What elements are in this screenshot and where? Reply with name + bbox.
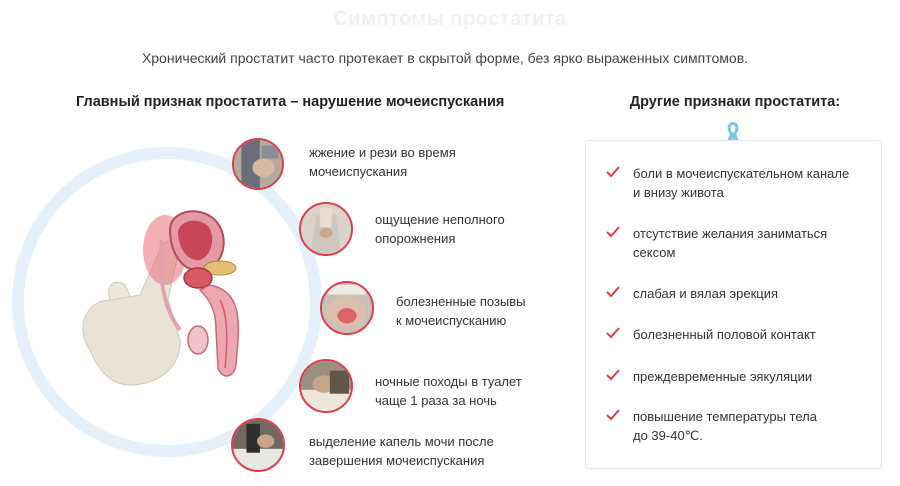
checkmark-icon xyxy=(606,286,620,298)
sign-item: преждевременные эякуляции xyxy=(606,367,866,386)
checkmark-icon xyxy=(606,327,620,339)
other-signs-heading: Другие признаки простатита: xyxy=(629,94,841,110)
checkmark-icon xyxy=(606,409,620,421)
symptom-photo-4 xyxy=(299,359,353,413)
symptom-text-1: жжение и рези во время мочеиспускания xyxy=(309,145,456,179)
main-sign-heading: Главный признак простатита – нарушение мочеиспускания xyxy=(76,94,505,110)
symptom-photo-2 xyxy=(299,202,353,256)
sign-item: отсутствие желания заниматься сексом xyxy=(606,224,866,262)
checkmark-icon xyxy=(606,166,620,178)
symptom-photo-1 xyxy=(232,138,284,190)
section-title: Симптомы простатита xyxy=(333,8,567,30)
sign-item: повышение температуры тела до 39-40℃. xyxy=(606,407,866,445)
sign-item: болезненный половой контакт xyxy=(606,325,866,344)
checkmark-icon xyxy=(606,369,620,381)
symptom-text-4: ночные походы в туалет чаще 1 раза за ночь xyxy=(375,374,522,408)
symptom-text-5: выделение капель мочи после завершения мочеиспускания xyxy=(309,434,494,468)
symptom-text-2: ощущение неполного опорожнения xyxy=(375,212,505,246)
sign-item: боли в мочеиспускательном канале и внизу живота xyxy=(606,164,866,202)
symptom-photo-3 xyxy=(320,281,374,335)
symptom-photo-5 xyxy=(231,418,285,472)
checkmark-icon xyxy=(606,226,620,238)
intro-text: Хронический простатит часто протекает в скрытой форме, без ярко выраженных симптомов. xyxy=(141,50,749,66)
prostate-anatomy-illustration xyxy=(70,190,270,400)
symptom-text-3: болезненные позывы к мочеиспусканию xyxy=(396,294,526,328)
sign-item: слабая и вялая эрекция xyxy=(606,284,866,303)
other-signs-panel xyxy=(585,140,882,469)
